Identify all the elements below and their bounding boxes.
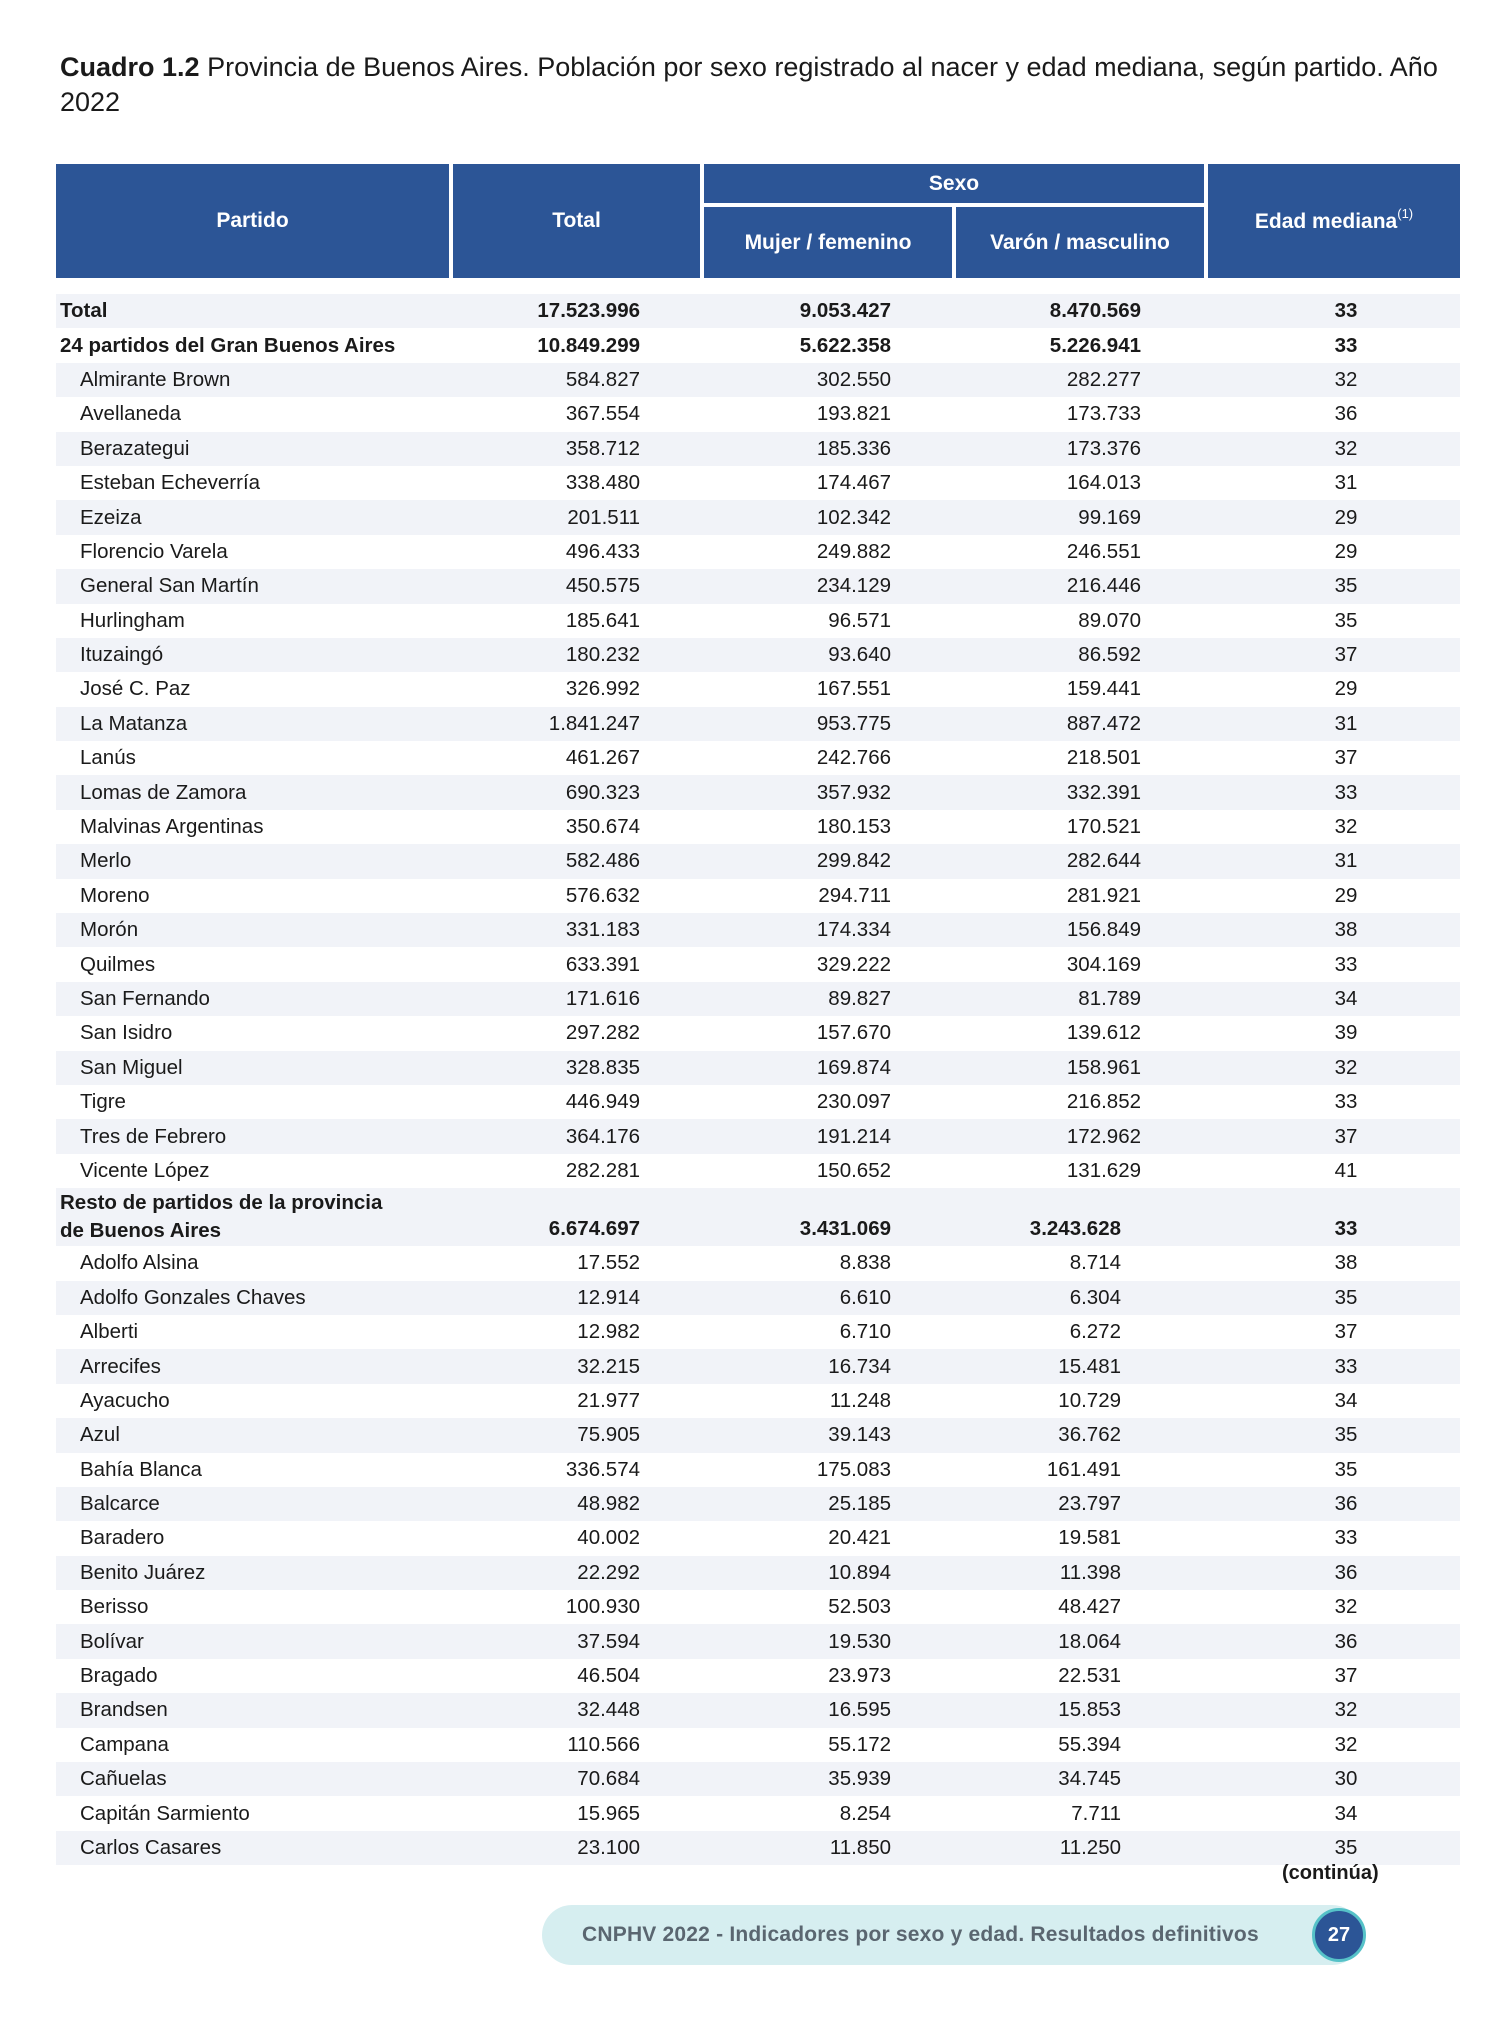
cell-partido: Resto de partidos de la provincia de Buenos Aires [60, 1191, 383, 1243]
cell-partido: Ezeiza [80, 505, 142, 529]
table-row [56, 500, 1460, 534]
table-row [56, 1119, 1460, 1153]
header-total-label: Total [552, 209, 601, 232]
cell-total: 6.674.697 [548, 1217, 640, 1241]
cell-mujer: 25.185 [828, 1492, 891, 1516]
cell-varon: 55.394 [1058, 1732, 1121, 1756]
cell-varon: 216.446 [1066, 574, 1141, 598]
cell-mujer: 89.827 [828, 987, 891, 1010]
cell-edad: 29 [1334, 505, 1358, 529]
cell-varon: 3.243.628 [1029, 1217, 1121, 1241]
table-row [56, 535, 1460, 569]
cell-total: 496.433 [565, 539, 640, 563]
table-caption: Provincia de Buenos Aires. Población por sexo registrado al nacer y edad mediana, según partido. Año 2022 [60, 52, 1438, 117]
cell-varon: 139.612 [1066, 1021, 1141, 1045]
table-title [60, 50, 1440, 120]
cell-edad: 38 [1334, 1251, 1358, 1275]
cell-mujer: 11.850 [829, 1835, 891, 1859]
cell-edad: 33 [1334, 1526, 1358, 1550]
cell-partido: Avellaneda [80, 402, 182, 426]
cell-partido: Hurlingham [80, 608, 185, 632]
table-number: Cuadro 1.2 [60, 52, 200, 82]
cell-total: 171.616 [565, 987, 640, 1010]
table-row [56, 1762, 1460, 1796]
table-row [56, 1281, 1460, 1315]
cell-total: 46.504 [577, 1664, 640, 1688]
cell-mujer: 3.431.069 [799, 1217, 891, 1241]
cell-varon: 6.272 [1069, 1320, 1121, 1344]
cell-edad: 36 [1334, 1492, 1358, 1516]
cell-total: 1.841.247 [548, 711, 640, 735]
cell-varon: 7.711 [1071, 1801, 1121, 1825]
cell-partido: Adolfo Gonzales Chaves [80, 1285, 306, 1309]
cell-partido: Malvinas Argentinas [80, 815, 264, 839]
cell-mujer: 953.775 [816, 711, 891, 735]
table-row [56, 294, 1460, 328]
table-row [56, 1796, 1460, 1830]
edad-footnote-mark: (1) [1397, 206, 1414, 221]
cell-partido: Bragado [80, 1664, 158, 1688]
cell-edad: 35 [1334, 1457, 1358, 1481]
cell-partido: 24 partidos del Gran Buenos Aires [60, 333, 396, 357]
cell-total: 461.267 [565, 746, 640, 770]
cell-varon: 11.398 [1059, 1560, 1121, 1584]
cell-edad: 37 [1334, 1124, 1358, 1148]
cell-varon: 161.491 [1046, 1457, 1121, 1481]
header-sexo [704, 164, 1204, 203]
cell-mujer: 230.097 [816, 1090, 891, 1114]
header-varon-label: Varón / masculino [990, 230, 1170, 254]
cell-mujer: 5.622.358 [799, 333, 891, 357]
cell-partido: Baradero [80, 1526, 165, 1550]
cell-varon: 216.852 [1066, 1090, 1141, 1114]
table-row [56, 1521, 1460, 1555]
cell-partido: Total [60, 299, 108, 323]
cell-total: 23.100 [577, 1835, 640, 1859]
cell-total: 15.965 [577, 1801, 640, 1825]
table-row [56, 466, 1460, 500]
cell-total: 584.827 [565, 367, 640, 391]
cell-varon: 19.581 [1058, 1526, 1121, 1550]
page-number: 27 [1312, 1908, 1366, 1962]
cell-varon: 15.481 [1058, 1354, 1121, 1378]
cell-total: 21.977 [577, 1388, 640, 1412]
table-row [56, 604, 1460, 638]
cell-partido: Alberti [80, 1320, 139, 1344]
cell-total: 75.905 [577, 1423, 640, 1447]
table-row [56, 1728, 1460, 1762]
cell-total: 40.002 [577, 1526, 640, 1550]
cell-partido: Carlos Casares [80, 1835, 222, 1859]
cell-total: 48.982 [577, 1492, 640, 1516]
cell-mujer: 11.248 [829, 1388, 891, 1412]
cell-edad: 36 [1334, 1560, 1358, 1584]
cell-varon: 159.441 [1066, 677, 1141, 701]
cell-varon: 158.961 [1066, 1055, 1141, 1079]
cell-edad: 35 [1334, 1423, 1358, 1447]
cell-total: 17.523.996 [537, 299, 640, 323]
cell-varon: 48.427 [1058, 1595, 1121, 1619]
cell-edad: 38 [1334, 918, 1358, 942]
cell-mujer: 167.551 [816, 677, 891, 701]
cell-varon: 172.962 [1066, 1124, 1141, 1148]
cell-mujer: 249.882 [816, 539, 891, 563]
cell-mujer: 23.973 [828, 1664, 891, 1688]
cell-mujer: 16.595 [828, 1698, 891, 1722]
cell-partido: Brandsen [80, 1698, 168, 1722]
cell-total: 358.712 [565, 436, 640, 460]
cell-partido: San Miguel [80, 1055, 183, 1079]
table-row [56, 1556, 1460, 1590]
cell-mujer: 93.640 [828, 643, 891, 667]
cell-mujer: 191.214 [816, 1124, 891, 1148]
cell-edad: 33 [1334, 1354, 1358, 1378]
table-row [56, 1016, 1460, 1050]
cell-edad: 32 [1334, 1732, 1358, 1756]
cell-edad: 39 [1334, 1021, 1358, 1045]
cell-partido: Florencio Varela [80, 539, 228, 563]
table-row [56, 1384, 1460, 1418]
cell-partido: Benito Juárez [80, 1560, 206, 1584]
cell-mujer: 150.652 [816, 1158, 891, 1182]
cell-edad: 32 [1334, 436, 1358, 460]
cell-total: 367.554 [565, 402, 640, 426]
cell-edad: 31 [1334, 849, 1358, 873]
cell-partido: San Isidro [80, 1021, 173, 1045]
cell-mujer: 20.421 [828, 1526, 891, 1550]
table-row [56, 947, 1460, 981]
cell-total: 338.480 [565, 471, 640, 495]
continues-note: (continúa) [1282, 1862, 1379, 1884]
table-row [56, 328, 1460, 362]
cell-varon: 99.169 [1078, 505, 1141, 529]
cell-mujer: 357.932 [816, 780, 891, 804]
header-edad [1208, 164, 1460, 278]
cell-partido: Berazategui [80, 436, 190, 460]
cell-mujer: 169.874 [816, 1055, 891, 1079]
cell-total: 12.914 [577, 1285, 640, 1309]
cell-partido: Bahía Blanca [80, 1457, 202, 1481]
table-row [56, 1590, 1460, 1624]
table-row [56, 1188, 1460, 1246]
cell-mujer: 157.670 [816, 1021, 891, 1045]
cell-total: 22.292 [577, 1560, 640, 1584]
cell-total: 185.641 [565, 608, 640, 632]
cell-varon: 10.729 [1058, 1388, 1121, 1412]
cell-varon: 18.064 [1058, 1629, 1121, 1653]
cell-partido: Bolívar [80, 1629, 144, 1653]
header-partido-label: Partido [216, 209, 289, 232]
header-total [453, 164, 700, 278]
cell-edad: 35 [1334, 608, 1358, 632]
cell-varon: 81.789 [1078, 987, 1141, 1010]
cell-edad: 31 [1334, 471, 1358, 495]
cell-partido: La Matanza [80, 711, 188, 735]
cell-varon: 246.551 [1066, 539, 1141, 563]
cell-mujer: 39.143 [828, 1423, 891, 1447]
cell-mujer: 52.503 [828, 1595, 891, 1619]
cell-partido: Vicente López [80, 1158, 210, 1182]
cell-varon: 23.797 [1058, 1492, 1121, 1516]
cell-partido: Lanús [80, 746, 136, 770]
cell-total: 576.632 [565, 883, 640, 907]
cell-total: 12.982 [577, 1320, 640, 1344]
cell-total: 690.323 [565, 780, 640, 804]
cell-edad: 31 [1334, 711, 1358, 735]
cell-edad: 32 [1334, 815, 1358, 839]
cell-mujer: 6.710 [839, 1320, 891, 1344]
cell-total: 364.176 [565, 1124, 640, 1148]
table-row [56, 1487, 1460, 1521]
cell-total: 450.575 [565, 574, 640, 598]
cell-varon: 15.853 [1058, 1698, 1121, 1722]
table-row [56, 1349, 1460, 1383]
cell-varon: 6.304 [1069, 1285, 1121, 1309]
table-row [56, 1085, 1460, 1119]
cell-varon: 8.470.569 [1049, 299, 1141, 323]
cell-mujer: 242.766 [816, 746, 891, 770]
cell-edad: 33 [1334, 952, 1358, 976]
cell-mujer: 329.222 [816, 952, 891, 976]
cell-total: 446.949 [565, 1090, 640, 1114]
cell-varon: 887.472 [1066, 711, 1141, 735]
table-row [56, 741, 1460, 775]
table-row [56, 1246, 1460, 1280]
cell-varon: 173.733 [1066, 402, 1141, 426]
cell-edad: 30 [1334, 1767, 1358, 1791]
cell-mujer: 180.153 [816, 815, 891, 839]
cell-mujer: 8.838 [839, 1251, 891, 1275]
table-row [56, 810, 1460, 844]
cell-partido: Ayacucho [80, 1388, 170, 1412]
cell-mujer: 8.254 [839, 1801, 891, 1825]
cell-varon: 34.745 [1058, 1767, 1121, 1791]
cell-total: 32.215 [577, 1354, 640, 1378]
cell-total: 331.183 [565, 918, 640, 942]
cell-partido: Morón [80, 918, 139, 942]
cell-varon: 173.376 [1066, 436, 1141, 460]
cell-varon: 332.391 [1066, 780, 1141, 804]
cell-total: 326.992 [565, 677, 640, 701]
table-row [56, 775, 1460, 809]
cell-mujer: 6.610 [839, 1285, 891, 1309]
cell-varon: 8.714 [1069, 1251, 1121, 1275]
header-sexo-label: Sexo [928, 171, 980, 195]
cell-edad: 29 [1334, 883, 1358, 907]
cell-total: 582.486 [565, 849, 640, 873]
cell-varon: 170.521 [1066, 815, 1141, 839]
table-body [56, 294, 1460, 1865]
cell-mujer: 16.734 [828, 1354, 891, 1378]
cell-total: 282.281 [565, 1158, 640, 1182]
cell-edad: 37 [1334, 1664, 1358, 1688]
cell-mujer: 174.334 [816, 918, 891, 942]
table-row [56, 363, 1460, 397]
cell-partido: Campana [80, 1732, 169, 1756]
cell-partido: Merlo [80, 849, 132, 873]
cell-varon: 281.921 [1066, 883, 1141, 907]
cell-edad: 34 [1334, 1388, 1358, 1412]
cell-mujer: 185.336 [816, 436, 891, 460]
cell-partido: Adolfo Alsina [80, 1251, 199, 1275]
cell-edad: 35 [1334, 574, 1358, 598]
cell-partido: Lomas de Zamora [80, 780, 247, 804]
cell-varon: 282.277 [1066, 367, 1141, 391]
cell-edad: 34 [1334, 987, 1358, 1010]
cell-varon: 164.013 [1066, 471, 1141, 495]
cell-mujer: 96.571 [828, 608, 891, 632]
cell-partido: Esteban Echeverría [80, 471, 261, 495]
cell-mujer: 55.172 [828, 1732, 891, 1756]
header-mujer-label: Mujer / femenino [744, 230, 912, 254]
header-mujer [704, 207, 952, 278]
cell-edad: 34 [1334, 1801, 1358, 1825]
cell-mujer: 19.530 [828, 1629, 891, 1653]
table-row [56, 1659, 1460, 1693]
cell-edad: 35 [1334, 1285, 1358, 1309]
cell-total: 328.835 [565, 1055, 640, 1079]
cell-partido: Quilmes [80, 952, 156, 976]
cell-edad: 29 [1334, 677, 1358, 701]
cell-total: 110.566 [567, 1732, 640, 1756]
cell-total: 336.574 [565, 1457, 640, 1481]
cell-varon: 5.226.941 [1049, 333, 1141, 357]
header-edad-label: Edad mediana$^{(1)}$ [1254, 206, 1414, 233]
cell-partido: San Fernando [80, 987, 210, 1010]
cell-mujer: 234.129 [816, 574, 891, 598]
cell-edad: 32 [1334, 1698, 1358, 1722]
cell-edad: 37 [1334, 643, 1358, 667]
table-row [56, 1315, 1460, 1349]
table-row [56, 569, 1460, 603]
cell-mujer: 294.711 [818, 883, 891, 907]
table-row [56, 1154, 1460, 1188]
table-row [56, 432, 1460, 466]
cell-varon: 282.644 [1066, 849, 1141, 873]
table-row [56, 1418, 1460, 1452]
cell-mujer: 102.342 [816, 505, 891, 529]
cell-edad: 33 [1334, 299, 1358, 323]
cell-edad: 32 [1334, 1595, 1358, 1619]
cell-partido: Tigre [80, 1090, 126, 1114]
cell-total: 32.448 [577, 1698, 640, 1722]
cell-partido: Cañuelas [80, 1767, 167, 1791]
cell-partido: Ituzaingó [80, 643, 164, 667]
cell-mujer: 193.821 [816, 402, 891, 426]
table-row [56, 672, 1460, 706]
cell-edad: 33 [1334, 333, 1358, 357]
cell-partido: Tres de Febrero [80, 1124, 227, 1148]
header-partido [56, 164, 449, 278]
table-row [56, 638, 1460, 672]
cell-total: 17.552 [577, 1251, 640, 1275]
cell-mujer: 302.550 [816, 367, 891, 391]
cell-mujer: 175.083 [816, 1457, 891, 1481]
cell-mujer: 299.842 [816, 849, 891, 873]
cell-edad: 37 [1334, 1320, 1358, 1344]
cell-mujer: 174.467 [816, 471, 891, 495]
cell-varon: 86.592 [1078, 643, 1141, 667]
table-row [56, 397, 1460, 431]
cell-partido: Azul [80, 1423, 120, 1447]
cell-total: 100.930 [565, 1595, 640, 1619]
table-row [56, 1051, 1460, 1085]
table-row [56, 1693, 1460, 1727]
cell-varon: 304.169 [1066, 952, 1141, 976]
footer-banner [542, 1905, 1362, 1965]
cell-edad: 35 [1334, 1835, 1358, 1859]
cell-edad: 33 [1334, 1090, 1358, 1114]
cell-partido: Arrecifes [80, 1354, 161, 1378]
table-row [56, 844, 1460, 878]
cell-varon: 131.629 [1066, 1158, 1141, 1182]
cell-partido: Capitán Sarmiento [80, 1801, 250, 1825]
cell-total: 180.232 [565, 643, 640, 667]
cell-total: 633.391 [565, 952, 640, 976]
cell-varon: 156.849 [1066, 918, 1141, 942]
cell-edad: 37 [1334, 746, 1358, 770]
cell-total: 297.282 [565, 1021, 640, 1045]
table-row [56, 1831, 1460, 1865]
cell-partido: Moreno [80, 883, 150, 907]
cell-partido: Balcarce [80, 1492, 160, 1516]
cell-edad: 36 [1334, 402, 1358, 426]
cell-mujer: 9.053.427 [799, 299, 891, 323]
cell-edad: 32 [1334, 1055, 1358, 1079]
table-row [56, 1453, 1460, 1487]
cell-partido: Berisso [80, 1595, 149, 1619]
cell-varon: 36.762 [1058, 1423, 1121, 1447]
cell-varon: 89.070 [1078, 608, 1141, 632]
table-row [56, 707, 1460, 741]
header-varon [956, 207, 1204, 278]
cell-edad: 41 [1334, 1158, 1358, 1182]
table-row [56, 1624, 1460, 1658]
cell-partido: José C. Paz [80, 677, 191, 701]
cell-varon: 11.250 [1059, 1835, 1121, 1859]
cell-mujer: 10.894 [828, 1560, 891, 1584]
cell-mujer: 35.939 [828, 1767, 891, 1791]
footer-text: CNPHV 2022 - Indicadores por sexo y edad. Resultados definitivos [582, 1923, 1259, 1946]
cell-total: 201.511 [567, 505, 640, 529]
cell-edad: 29 [1334, 539, 1358, 563]
table-row [56, 982, 1460, 1016]
cell-partido: Almirante Brown [80, 367, 231, 391]
cell-total: 70.684 [577, 1767, 640, 1791]
cell-total: 37.594 [577, 1629, 640, 1653]
cell-total: 10.849.299 [537, 333, 640, 357]
cell-edad: 32 [1334, 367, 1358, 391]
cell-varon: 218.501 [1066, 746, 1141, 770]
table-row [56, 879, 1460, 913]
table-row [56, 913, 1460, 947]
cell-varon: 22.531 [1058, 1664, 1121, 1688]
cell-edad: 36 [1334, 1629, 1358, 1653]
cell-edad: 33 [1334, 1217, 1358, 1241]
cell-partido: General San Martín [80, 574, 259, 598]
cell-edad: 33 [1334, 780, 1358, 804]
cell-total: 350.674 [565, 815, 640, 839]
